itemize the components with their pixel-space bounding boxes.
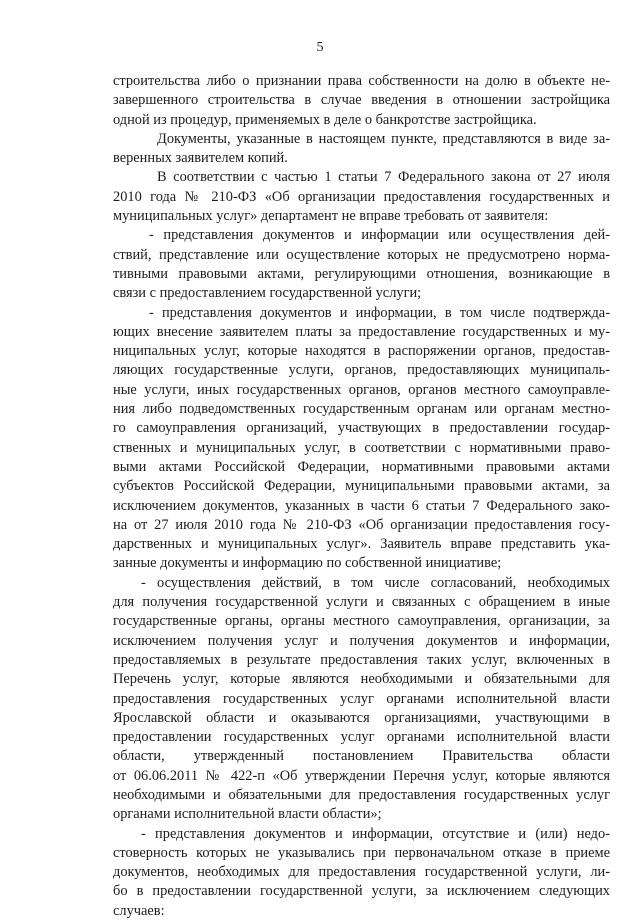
text-line: - осуществления действий, в том числе согласований, необходимых [141,574,610,591]
page-number: 5 [316,40,324,55]
text-line: предоставлении государственных услуг органами исполнительной власти [113,729,610,746]
text-line: муниципальных услуг» департамент не вправе требовать от заявителя: [113,208,549,225]
text-line: В соответствии с частью 1 статьи 7 Федерального закона от 27 июля [157,169,610,186]
text-line: для получения государственной услуги и связанных с обращением в иные [113,594,610,611]
text-line: случаев: [113,902,165,919]
text-line: исключением получения услуг и получения документов и информации, [113,632,610,649]
text-line: ные услуги, иных государственных органов, органов местного самоуправле- [113,381,610,398]
text-line: - представления документов и информации или осуществления дей- [149,227,610,244]
text-line: ствий, представление или осуществление которых не предусмотрено норма- [113,246,610,263]
text-line: тивными правовыми актами, регулирующими отношения, возникающие в [113,265,610,282]
text-line: ющих внесение заявителем платы за предоставление государственных и му- [113,323,610,340]
text-line: 2010 года № 210-ФЗ «Об организации предоставления государственных и [113,188,610,205]
text-line: стоверность которых не указывались при первоначальном отказе в приеме [113,844,610,861]
text-line: строительства либо о признании права собственности на долю в объекте не- [113,73,610,89]
text-line: бо в предоставлении государственной услуги, за исключением следующих [113,883,610,900]
text-line: - представления документов и информации, в том числе подтвержда- [149,304,610,321]
text-line: выми актами Российской Федерации, нормативными правовыми актами [113,458,610,475]
text-line: Перечень услуг, которые являются необходимыми и обязательными для [113,671,610,688]
text-line: занные документы и информацию по собственной инициативе; [113,555,502,572]
text-line: исключением документов, указанных в части 6 статьи 7 Федерального зако- [113,497,610,514]
text-line: дарственных и муниципальных услуг». Заявитель вправе представить ука- [113,536,610,553]
text-line: на от 27 июля 2010 года № 210-ФЗ «Об организации предоставления госу- [113,516,610,533]
text-line: предоставления государственных услуг органами исполнительной власти [113,690,610,707]
text-line: ния либо подведомственных государственным органам или органам местно- [113,401,610,418]
text-line: веренных заявителем копий. [113,150,288,167]
text-line: области, утвержденный постановлением Правительства области [113,748,610,765]
text-line: от 06.06.2011 № 422-п «Об утверждении Перечня услуг, которые являются [113,767,610,784]
text-line: Ярославской области и оказываются организациями, участвующими в [113,709,610,726]
text-line: - представления документов и информации, отсутствие и (или) недо- [141,825,610,842]
text-line: ственных и муниципальных услуг, в соответствии с нормативными право- [113,439,610,456]
text-line: необходимыми и обязательными для предоставления государственных услуг [113,786,610,803]
text-line: государственные органы, органы местного самоуправления, организации, за [113,613,610,630]
text-line: ниципальных услуг, которые находятся в распоряжении органов, предостав- [113,343,610,360]
text-line: органами исполнительной власти области»; [113,806,382,823]
text-line: связи с предоставлением государственной услуги; [113,285,422,302]
text-line: документов, необходимых для предоставления государственной услуги, ли- [113,864,610,881]
text-line: одной из процедур, применяемых в деле о банкротстве застройщика. [113,111,537,128]
text-line: предоставляемых в результате предоставления таких услуг, включенных в [113,651,610,668]
document-body [113,72,610,921]
text-line: Документы, указанные в настоящем пункте, представляются в виде за- [157,130,610,147]
text-line: го самоуправления организаций, участвующих в предоставлении государ- [113,420,610,437]
text-line: ляющих государственные услуги, органов, предоставляющих муниципаль- [113,362,610,379]
text-line: завершенного строительства в случае введения в отношении застройщика [113,92,610,109]
text-line: субъектов Российской Федерации, муниципальными правовыми актами, за [113,478,610,495]
